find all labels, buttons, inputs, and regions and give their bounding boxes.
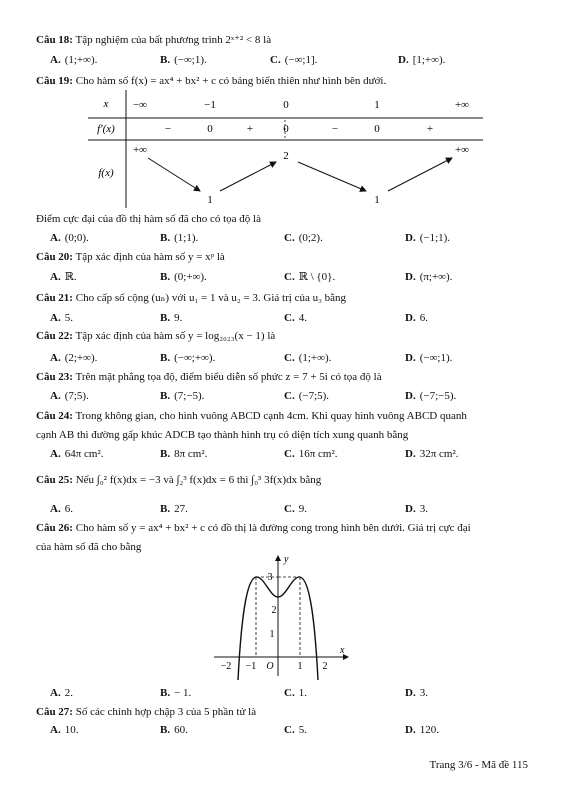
q22-option-b: B. (−∞;+∞). xyxy=(160,352,216,364)
q24-option-d: D. 32π cm². xyxy=(405,448,459,460)
q19-stem: Câu 19: Cho hàm số f(x) = ax⁴ + bx² + c có bảng biến thiên như hình bên dưới. xyxy=(36,75,387,87)
origin-label: O xyxy=(266,661,274,672)
q26-option-d: D. 3. xyxy=(405,687,428,699)
q24-option-c: C. 16π cm². xyxy=(284,448,338,460)
q27-option-c: C. 5. xyxy=(284,724,307,736)
q20-option-b: B. (0;+∞). xyxy=(160,271,207,283)
q23-option-d: D. (−7;−5). xyxy=(405,390,457,402)
q21-stem: Câu 21: Cho cấp số cộng (uₙ) với u₁ = 1 và u₂ = 3. Giá trị của u₃ bằng xyxy=(36,292,347,304)
q25-option-d: D. 3. xyxy=(405,503,428,515)
q21-option-a: A. 5. xyxy=(50,312,73,324)
y-tick: 2 xyxy=(271,605,277,616)
x-tick: 2 xyxy=(322,661,328,672)
q27-option-b: B. 60. xyxy=(160,724,188,736)
x-value: +∞ xyxy=(454,99,470,111)
q21-option-b: B. 9. xyxy=(160,312,183,324)
q18-option-b: B. (−∞;1). xyxy=(160,54,207,66)
y-tick: 1 xyxy=(269,629,275,640)
fp-zero: 0 xyxy=(374,123,380,135)
y-tick: 3 xyxy=(267,572,273,583)
fp-sign: − xyxy=(164,123,172,135)
f-value: 1 xyxy=(374,194,380,206)
row-fp-label: f′(x) xyxy=(97,123,115,135)
page-footer: Trang 3/6 - Mã đề 115 xyxy=(429,759,528,771)
x-value: −∞ xyxy=(132,99,148,111)
x-tick: −2 xyxy=(220,661,232,672)
q25-option-c: C. 9. xyxy=(284,503,307,515)
f-value: +∞ xyxy=(132,144,148,156)
q19-option-b: B. (1;1). xyxy=(160,232,199,244)
axis-x-label: x xyxy=(340,645,345,656)
q22-stem: Câu 22: Tập xác định của hàm số y = log₂₀₂₃(x − 1) là xyxy=(36,330,276,342)
fp-zero: 0 xyxy=(283,123,289,135)
q20-option-d: D. (π;+∞). xyxy=(405,271,453,283)
q27-stem: Câu 27: Số các chỉnh hợp chập 3 của 5 phần tử là xyxy=(36,706,257,718)
x-value: −1 xyxy=(204,99,216,111)
q22-option-a: A. (2;+∞). xyxy=(50,352,98,364)
q18-option-c: C. (−∞;1]. xyxy=(270,54,318,66)
q23-option-a: A. (7;5). xyxy=(50,390,89,402)
row-x-label: x xyxy=(103,98,109,110)
q22-option-c: C. (1;+∞). xyxy=(284,352,332,364)
fp-zero: 0 xyxy=(207,123,213,135)
function-graph xyxy=(208,552,354,680)
q20-option-c: C. ℝ \ {0}. xyxy=(284,271,336,283)
q21-option-d: D. 6. xyxy=(405,312,428,324)
q26-option-a: A. 2. xyxy=(50,687,73,699)
x-tick: −1 xyxy=(245,661,257,672)
fp-sign: − xyxy=(331,123,339,135)
x-tick: 1 xyxy=(297,661,303,672)
q27-option-d: D. 120. xyxy=(405,724,439,736)
q21-option-c: C. 4. xyxy=(284,312,307,324)
fp-sign: + xyxy=(246,123,254,135)
q25-option-b: B. 27. xyxy=(160,503,188,515)
f-value: 1 xyxy=(207,194,213,206)
fp-sign: + xyxy=(426,123,434,135)
q27-option-a: A. 10. xyxy=(50,724,79,736)
q26-option-b: B. − 1. xyxy=(160,687,192,699)
q24-stem-line2: cạnh AB thì đường gấp khúc ADCB tạo thành hình trụ có diện tích xung quanh bằng xyxy=(36,429,409,441)
q26-stem-line2: của hàm số đã cho bằng xyxy=(36,541,142,553)
q25-option-a: A. 6. xyxy=(50,503,73,515)
row-f-label: f(x) xyxy=(98,167,114,179)
x-value: 0 xyxy=(283,99,289,111)
q24-option-a: A. 64π cm². xyxy=(50,448,104,460)
q19-option-a: A. (0;0). xyxy=(50,232,89,244)
q20-option-a: A. ℝ. xyxy=(50,271,77,283)
f-value: +∞ xyxy=(454,144,470,156)
q20-stem: Câu 20: Tập xác định của hàm số y = xᵖ là xyxy=(36,251,225,263)
q19-question: Điểm cực đại của đồ thị hàm số đã cho có tọa độ là xyxy=(36,213,261,225)
axis-y-label: y xyxy=(284,554,289,565)
q22-option-d: D. (−∞;1). xyxy=(405,352,453,364)
f-value: 2 xyxy=(283,150,289,162)
q26-option-c: C. 1. xyxy=(284,687,307,699)
variation-table xyxy=(88,90,483,208)
q24-option-b: B. 8π cm². xyxy=(160,448,208,460)
q18-option-d: D. [1;+∞). xyxy=(398,54,446,66)
q24-stem: Câu 24: Trong không gian, cho hình vuông ABCD cạnh 4cm. Khi quay hình vuông ABCD quanh xyxy=(36,410,467,422)
q23-option-b: B. (7;−5). xyxy=(160,390,205,402)
q19-option-d: D. (−1;1). xyxy=(405,232,451,244)
q18-option-a: A. (1;+∞). xyxy=(50,54,98,66)
x-value: 1 xyxy=(374,99,380,111)
q26-stem: Câu 26: Cho hàm số y = ax⁴ + bx² + c có đồ thị là đường cong trong hình bên dưới. Giá trị cực đại xyxy=(36,522,471,534)
q23-stem: Câu 23: Trên mặt phẳng tọa độ, điểm biểu diễn số phức z = 7 + 5i có tọa độ là xyxy=(36,371,382,383)
q19-option-c: C. (0;2). xyxy=(284,232,323,244)
q25-stem: Câu 25: Nếu ∫₀² f(x)dx = −3 và ∫₂³ f(x)dx = 6 thì ∫₀³ 3f(x)dx bằng xyxy=(36,474,322,486)
q18-stem: Câu 18: Tập nghiệm của bất phương trình 2ˣ⁺² < 8 là xyxy=(36,34,272,46)
q23-option-c: C. (−7;5). xyxy=(284,390,330,402)
